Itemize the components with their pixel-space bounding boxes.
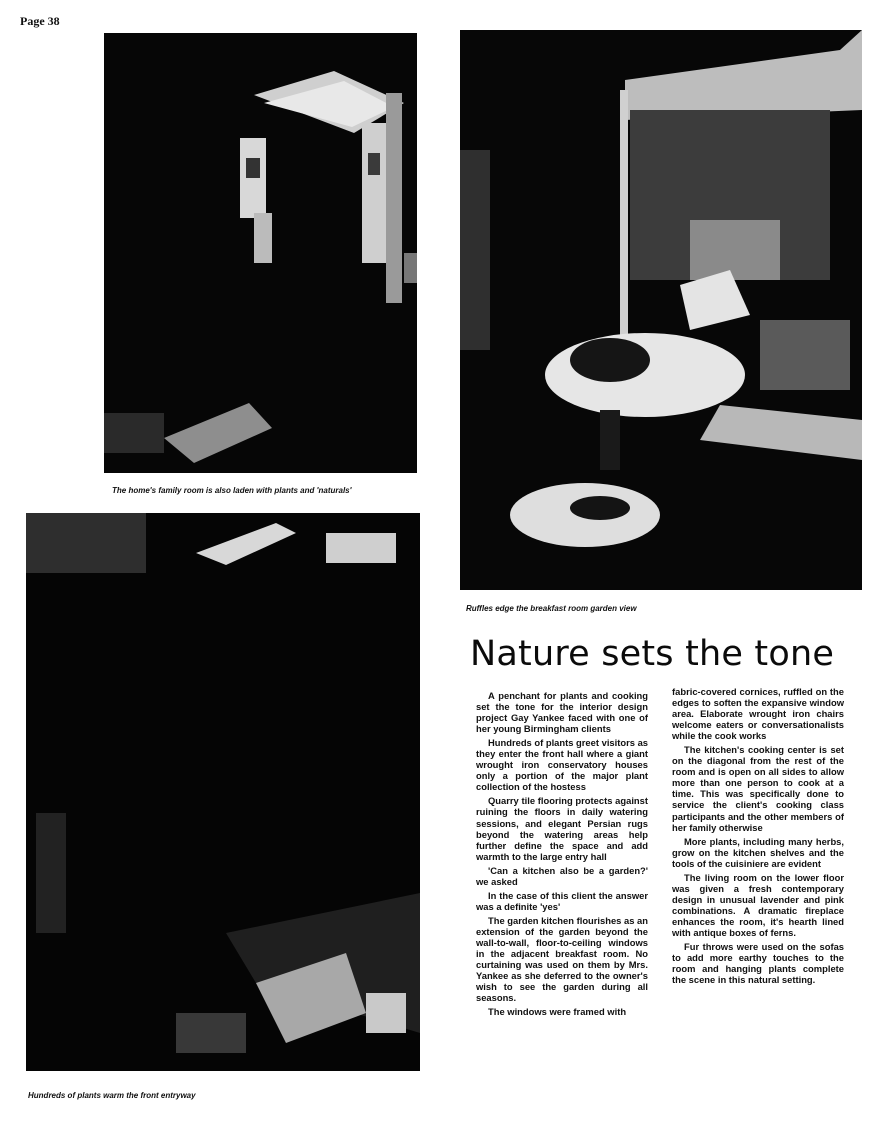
- paragraph: More plants, including many herbs, grow on the kitchen shelves and the tools of the cuisiniere are evident: [672, 835, 844, 869]
- paragraph: Quarry tile flooring protects against ruining the floors in daily watering sessions, and elegant Persian rugs beyond the watering areas help further define the space and add warmth to the large entry hall: [476, 795, 648, 862]
- paragraph: Hundreds of plants greet visitors as they enter the front hall where a giant wrought iron conservatory houses only a portion of the major plant collection of the hostess: [476, 737, 648, 793]
- paragraph: 'Can a kitchen also be a garden?' we asked: [476, 864, 648, 887]
- breakfast-room-caption: Ruffles edge the breakfast room garden view: [466, 604, 637, 613]
- paragraph: A penchant for plants and cooking set the tone for the interior design project Gay Yankee faced with one of her young Birmingham clients: [476, 690, 648, 735]
- entryway-caption: Hundreds of plants warm the front entryway: [28, 1091, 196, 1100]
- paragraph: The garden kitchen flourishes as an extension of the garden beyond the wall-to-wall, floor-to-ceiling windows in the adjacent breakfast room. No curtaining was used on them by Mrs. Yankee as she deferred to the owner's wish to see the garden during all seasons.: [476, 914, 648, 1004]
- entryway-photo: [26, 513, 420, 1071]
- article-headline: Nature sets the tone: [470, 634, 835, 674]
- article-column-1: [476, 690, 648, 1020]
- page-number: Page 38: [20, 14, 60, 28]
- family-room-photo: [104, 33, 417, 473]
- paragraph: Fur throws were used on the sofas to add more earthy touches to the room and hanging plants complete the scene in this natural setting.: [672, 941, 844, 986]
- family-room-caption: The home's family room is also laden with plants and 'naturals': [112, 486, 352, 495]
- paragraph: In the case of this client the answer was a definite 'yes': [476, 889, 648, 912]
- paragraph: The kitchen's cooking center is set on the diagonal from the rest of the room and is open on all sides to allow more than one person to cook at a time. This was specifically done to service the client's cooking class participants and the other members of her family otherwise: [672, 744, 844, 833]
- paragraph: The windows were framed with: [488, 1006, 627, 1018]
- article-column-2: [672, 686, 844, 988]
- paragraph: fabric-covered cornices, ruffled on the edges to soften the expansive window area. Elaborate wrought iron chairs welcome eaters or conversationalists while the cook works: [672, 686, 844, 742]
- paragraph: The living room on the lower floor was given a fresh contemporary design in unusual lavender and pink combinations. A dramatic fireplace enhances the room, it's hearth lined with antique boxes of ferns.: [672, 871, 844, 938]
- breakfast-room-photo: [460, 30, 862, 590]
